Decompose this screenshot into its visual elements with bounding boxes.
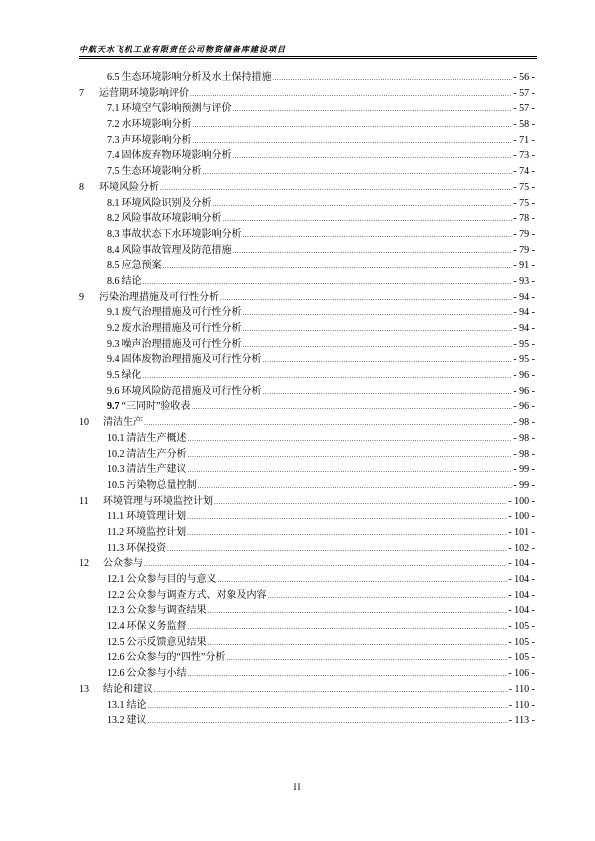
toc-section-entry[interactable] [79,117,535,133]
toc-dot-leader [273,71,513,87]
toc-dot-leader [160,181,512,197]
toc-section-entry[interactable] [79,258,535,274]
toc-entry-title: 噪声治理措施及可行性分析 [121,338,242,350]
toc-entry-number: 7.4 [107,150,120,162]
toc-entry-title: 环境监控计划 [126,526,187,538]
toc-entry-number: 8 [79,181,84,193]
toc-entry-title: 污染物总量控制 [126,479,197,491]
toc-entry-page: - 96 - [513,401,535,413]
toc-entry-title: 风险事故管理及防范措施 [121,244,232,256]
toc-entry-title: 结论 [126,699,147,711]
toc-entry-page: - 73 - [513,150,535,162]
toc-section-entry[interactable] [79,462,535,478]
toc-dot-leader [148,714,508,730]
toc-entry-page: - 75 - [513,181,535,193]
toc-entry-page: - 105 - [508,621,535,633]
toc-dot-leader [243,322,513,338]
toc-entry-page: - 79 - [513,228,535,240]
toc-entry-number: 10.5 [107,479,125,491]
toc-entry-page: - 79 - [513,244,535,256]
toc-entry-page: - 95 - [513,338,535,350]
toc-section-entry[interactable] [79,478,535,494]
toc-entry-title: 环境风险防范措施及可行性分析 [121,385,262,397]
toc-dot-leader [163,259,513,275]
toc-dot-leader [148,699,508,715]
toc-entry-number: 9.5 [107,370,120,382]
toc-section-entry[interactable] [79,541,535,557]
toc-entry-page: - 105 - [508,636,535,648]
toc-entry-page: - 104 - [508,605,535,617]
toc-entry-number: 7.2 [107,119,120,131]
toc-entry-number: 8.5 [107,260,120,272]
toc-entry-number: 10.1 [107,432,125,444]
toc-dot-leader [143,275,513,291]
toc-entry-title: 公众参与调查结果 [126,605,207,617]
toc-entry-title: 水环境影响分析 [121,119,192,131]
toc-entry-title: 废气治理措施及可行性分析 [121,307,242,319]
toc-entry-title: 环境空气影响预测与评价 [121,103,232,115]
toc-entry-number: 12.2 [107,589,125,601]
toc-section-entry[interactable] [79,399,535,415]
toc-entry-page: - 104 - [508,574,535,585]
toc-entry-page: - 56 - [513,72,535,83]
toc-section-entry[interactable] [79,305,535,321]
toc-dot-leader [154,683,508,699]
toc-section-entry[interactable] [79,635,535,651]
toc-entry-title: 固体废弃物环境影响分析 [121,150,232,162]
toc-dot-leader [144,557,507,573]
toc-dot-leader [193,134,513,150]
toc-entry-number: 7.3 [107,134,120,146]
header-rule-thin [79,58,537,59]
toc-dot-leader [263,353,513,369]
toc-section-entry[interactable] [79,384,535,400]
toc-entry-title: 运营期环境影响评价 [99,87,189,99]
toc-entry-number: 8.1 [107,197,120,209]
toc-entry-page: - 94 - [513,323,535,334]
toc-entry-title: 结论 [121,275,142,287]
toc-entry-page: - 104 - [508,589,535,601]
toc-section-entry[interactable] [79,101,535,117]
toc-section-entry[interactable] [79,133,535,149]
toc-dot-leader [191,400,512,416]
toc-entry-page: - 94 - [513,291,535,303]
toc-entry-title: 结论和建议 [103,683,153,695]
toc-entry-page: - 96 - [513,385,535,397]
toc-entry-page: - 101 - [508,526,535,538]
toc-section-entry[interactable] [79,227,535,243]
toc-entry-page: - 98 - [513,417,535,429]
toc-chapter-entry[interactable] [79,682,535,698]
toc-dot-leader [143,369,513,385]
toc-entry-title: 公众参与小结 [126,668,187,680]
toc-entry-title: 清洁生产分析 [126,448,187,460]
toc-dot-leader [167,542,507,558]
toc-section-entry[interactable] [79,666,535,682]
toc-entry-title: 应急预案 [121,260,162,272]
toc-dot-leader [214,495,507,511]
toc-dot-leader [187,510,507,526]
toc-entry-number: 7.5 [107,166,120,178]
toc-dot-leader [208,604,508,620]
toc-entry-page: - 100 - [508,495,535,507]
toc-entry-number: 12.1 [107,574,125,585]
toc-entry-title: 环保投资 [126,542,167,554]
header-rule-thick [79,56,537,57]
toc-dot-leader [220,291,512,307]
toc-entry-page: - 106 - [508,668,535,680]
toc-entry-number: 9.3 [107,338,120,350]
toc-chapter-entry[interactable] [79,415,535,431]
toc-entry-title: 绿化 [121,370,142,382]
toc-chapter-entry[interactable] [79,556,535,572]
toc-entry-number: 7.1 [107,103,120,115]
toc-entry-number: 12.3 [107,605,125,617]
toc-entry-page: - 110 - [508,699,535,711]
toc-entry-page: - 99 - [513,464,535,476]
toc-entry-number: 10.2 [107,448,125,460]
toc-entry-number: 7 [79,87,84,99]
toc-section-entry[interactable] [79,368,535,384]
toc-section-entry[interactable] [79,243,535,259]
toc-entry-number: 12.5 [107,636,125,648]
toc-section-entry[interactable] [79,572,535,588]
toc-section-entry[interactable] [79,211,535,227]
toc-entry-page: - 78 - [513,213,535,225]
toc-entry-page: - 104 - [508,558,535,570]
toc-chapter-entry[interactable] [79,180,535,196]
toc-entry-page: - 58 - [513,119,535,131]
table-of-contents [79,70,535,729]
toc-entry-number: 13.1 [107,699,125,711]
toc-section-entry[interactable] [79,274,535,290]
toc-dot-leader [213,197,513,213]
toc-entry-title: “三同时”验收表 [121,401,191,413]
toc-entry-page: - 91 - [513,260,535,272]
toc-section-entry[interactable] [79,603,535,619]
toc-entry-title: 污染治理措施及可行性分析 [99,291,219,303]
toc-entry-number: 9.4 [107,354,120,366]
toc-entry-title: 废水治理措施及可行性分析 [121,323,242,334]
toc-entry-page: - 105 - [508,652,535,664]
toc-dot-leader [243,306,513,322]
toc-section-entry[interactable] [79,70,535,86]
toc-dot-leader [268,589,508,605]
toc-entry-number: 11.1 [107,511,125,523]
toc-entry-number: 12.4 [107,621,125,633]
toc-section-entry[interactable] [79,588,535,604]
toc-entry-title: 生态环境影响分析及水土保持措施 [121,72,272,83]
toc-chapter-entry[interactable] [79,86,535,102]
toc-entry-title: 清洁生产建议 [126,464,187,476]
toc-entry-title: 环境管理计划 [126,511,187,523]
toc-entry-page: - 110 - [508,683,535,695]
toc-entry-number: 8.6 [107,275,120,287]
toc-entry-number: 9 [79,291,84,303]
toc-section-entry[interactable] [79,525,535,541]
toc-entry-title: 生态环境影响分析 [121,166,202,178]
toc-entry-title: 声环境影响分析 [121,134,192,146]
toc-entry-title: 事故状态下水环境影响分析 [121,228,242,240]
toc-entry-page: - 113 - [508,715,535,727]
toc-entry-page: - 71 - [513,134,535,146]
toc-section-entry[interactable] [79,698,535,714]
toc-section-entry[interactable] [79,352,535,368]
toc-dot-leader [203,165,513,181]
toc-entry-page: - 93 - [513,275,535,287]
toc-dot-leader [233,149,513,165]
toc-dot-leader [188,463,513,479]
toc-entry-number: 11 [79,495,89,507]
toc-entry-page: - 57 - [513,87,535,99]
toc-entry-number: 10 [79,417,89,429]
toc-entry-page: - 96 - [513,370,535,382]
toc-entry-number: 9.2 [107,323,120,334]
toc-entry-page: - 74 - [513,166,535,178]
toc-dot-leader [263,385,513,401]
running-header-title: 中航天水飞机工业有限责任公司物资储备库建设项目 [79,45,286,54]
toc-dot-leader [208,636,508,652]
toc-dot-leader [243,338,513,354]
toc-entry-page: - 75 - [513,197,535,209]
toc-chapter-entry[interactable] [79,494,535,510]
toc-entry-title: 清洁生产 [103,417,143,429]
toc-entry-number: 11.2 [107,526,125,538]
toc-entry-page: - 98 - [513,432,535,444]
toc-entry-page: - 57 - [513,103,535,115]
toc-entry-number: 9.1 [107,307,120,319]
toc-section-entry[interactable] [79,713,535,729]
toc-chapter-entry[interactable] [79,290,535,306]
toc-entry-page: - 102 - [508,542,535,554]
toc-entry-number: 11.3 [107,542,125,554]
toc-entry-number: 13 [79,683,89,695]
page-number: II [293,782,302,792]
toc-section-entry[interactable] [79,447,535,463]
toc-entry-number: 12.6 [107,652,125,664]
toc-entry-number: 8.3 [107,228,120,240]
toc-entry-page: - 94 - [513,307,535,319]
toc-section-entry[interactable] [79,164,535,180]
toc-dot-leader [188,432,513,448]
toc-entry-page: - 98 - [513,448,535,460]
toc-entry-title: 清洁生产概述 [126,432,187,444]
toc-entry-number: 10.3 [107,464,125,476]
toc-entry-title: 公众参与调查方式、对象及内容 [126,589,267,601]
toc-section-entry[interactable] [79,337,535,353]
toc-entry-page: - 99 - [513,479,535,491]
toc-entry-number: 8.2 [107,213,120,225]
toc-entry-number: 12.6 [107,668,125,680]
toc-dot-leader [188,667,508,683]
toc-entry-number: 12 [79,558,89,570]
toc-section-entry[interactable] [79,148,535,164]
toc-entry-page: - 100 - [508,511,535,523]
toc-dot-leader [144,416,512,432]
toc-entry-page: - 95 - [513,354,535,366]
toc-dot-leader [226,651,507,667]
toc-dot-leader [218,573,508,589]
toc-entry-title: 风险事故环境影响分析 [121,213,222,225]
toc-entry-title: 环境管理与环境监控计划 [103,495,213,507]
toc-entry-title: 建议 [126,715,147,727]
toc-entry-title: 公示反馈意见结果 [126,636,207,648]
toc-section-entry[interactable] [79,321,535,337]
toc-section-entry[interactable] [79,196,535,212]
toc-section-entry[interactable] [79,619,535,635]
toc-entry-number: 13.2 [107,715,125,727]
toc-dot-leader [187,526,507,542]
toc-entry-title: 公众参与目的与意义 [126,574,217,585]
toc-section-entry[interactable] [79,509,535,525]
toc-dot-leader [188,448,513,464]
toc-section-entry[interactable] [79,650,535,666]
toc-dot-leader [198,479,513,495]
toc-dot-leader [190,87,512,103]
toc-dot-leader [243,228,513,244]
toc-entry-title: 环境风险识别及分析 [121,197,212,209]
toc-dot-leader [223,212,513,228]
toc-entry-title: 环境风险分析 [99,181,159,193]
toc-dot-leader [233,102,513,118]
toc-entry-title: 公众参与的“四性”分析 [126,652,226,664]
toc-entry-title: 公众参与 [103,558,143,570]
toc-entry-number: 9.6 [107,385,120,397]
toc-entry-number: 6.5 [107,72,120,83]
toc-dot-leader [233,244,513,260]
toc-dot-leader [188,620,508,636]
toc-entry-title: 环保义务监督 [126,621,187,633]
toc-entry-number: 8.4 [107,244,120,256]
toc-entry-title: 固体废物治理措施及可行性分析 [121,354,262,366]
toc-section-entry[interactable] [79,431,535,447]
toc-entry-number: 9.7 [107,401,120,413]
toc-dot-leader [193,118,513,134]
